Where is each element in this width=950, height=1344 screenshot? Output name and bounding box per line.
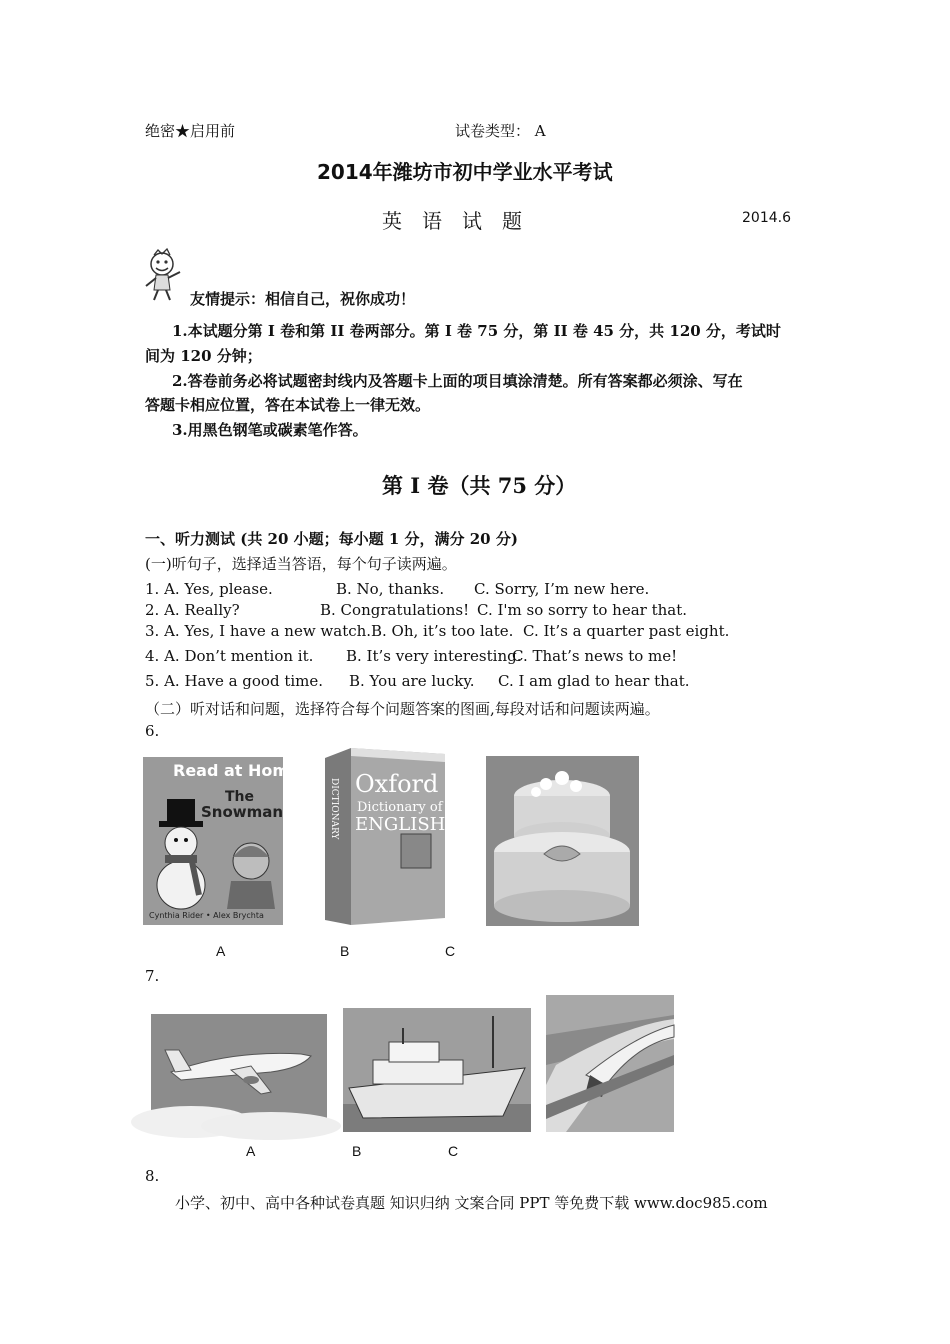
part1-title: 一、听力测试 (共 20 小题；每小题 1 分，满分 20 分)	[145, 530, 518, 548]
q7-label-c: C	[448, 1143, 459, 1159]
q3-option-c: C. It’s a quarter past eight.	[523, 622, 730, 640]
q6-label-c: C	[445, 943, 456, 959]
q7-label-a: A	[246, 1143, 256, 1159]
q4-option-b: B. It’s very interesting.	[346, 647, 522, 665]
snowman-book-image	[143, 757, 300, 925]
tip-2-line2: 答题卡相应位置，答在本试卷上一律无效。	[145, 396, 431, 414]
maglev-train-image	[546, 995, 674, 1132]
book-title-snowman: Snowman	[201, 803, 284, 821]
q3-option-b: B. Oh, it’s too late.	[371, 622, 514, 640]
paper-type-label: 试卷类型： A	[455, 122, 546, 140]
ship-image	[343, 1008, 531, 1132]
cake-illustration-icon	[486, 756, 639, 926]
dictionary-spine-text: DICTIONARY	[329, 778, 339, 840]
q2-option-a: 2. A. Really?	[145, 601, 240, 619]
mascot-icon	[142, 248, 184, 302]
exam-date: 2014.6	[742, 210, 791, 226]
dictionary-word-dictionary: Dictionary of	[357, 800, 443, 815]
airplane-icon	[151, 1014, 327, 1132]
part1a-instruction: (一)听句子，选择适当答语，每个句子读两遍。	[145, 555, 457, 573]
tip-1-line2: 间为 120 分钟；	[145, 347, 262, 365]
tip-3: 3.用黑色钢笔或碳素笔作答。	[172, 421, 368, 439]
book-series-text: Read at Home	[173, 761, 300, 780]
tips-title: 友情提示：相信自己，祝你成功！	[190, 290, 416, 308]
q1-option-a: 1. A. Yes, please.	[145, 580, 273, 598]
q1-option-c: C. Sorry, I’m new here.	[474, 580, 650, 598]
dictionary-word-english: ENGLISH	[355, 814, 446, 835]
ship-icon	[343, 1008, 531, 1132]
q7-number: 7.	[145, 967, 160, 985]
section-title: 第 I 卷（共 75 分）	[382, 473, 577, 498]
q6-number: 6.	[145, 722, 160, 740]
book-title-the: The	[225, 789, 255, 805]
q1-option-b: B. No, thanks.	[336, 580, 445, 598]
confidential-label: 绝密★启用前	[145, 122, 236, 140]
q3-option-a: 3. A. Yes, I have a new watch.	[145, 622, 372, 640]
exam-title: 2014年潍坊市初中学业水平考试	[317, 160, 613, 184]
q5-option-c: C. I am glad to hear that.	[498, 672, 690, 690]
q5-option-b: B. You are lucky.	[349, 672, 475, 690]
snowman-illustration-icon	[147, 795, 279, 909]
q2-option-b: B. Congratulations!	[320, 601, 470, 619]
q5-option-a: 5. A. Have a good time.	[145, 672, 324, 690]
q6-label-a: A	[216, 943, 226, 959]
oxford-dictionary-image	[325, 748, 447, 925]
birthday-cake-image	[486, 756, 639, 926]
subject-title: 英 语 试 题	[382, 209, 522, 233]
q4-option-c: C. That’s news to me!	[512, 647, 678, 665]
train-icon	[546, 995, 674, 1132]
part1b-instruction: （二）听对话和问题，选择符合每个问题答案的图画,每段对话和问题读两遍。	[145, 700, 660, 718]
book-authors: Cynthia Rider • Alex Brychta	[149, 911, 264, 920]
q4-option-a: 4. A. Don’t mention it.	[145, 647, 314, 665]
q2-option-c: C. I'm so sorry to hear that.	[477, 601, 687, 619]
q7-label-b: B	[352, 1143, 362, 1159]
dictionary-word-oxford: Oxford	[355, 770, 439, 798]
q6-label-b: B	[340, 943, 350, 959]
q8-number: 8.	[145, 1167, 160, 1185]
tip-2-line1: 2.答卷前务必将试题密封线内及答题卡上面的项目填涂清楚。所有答案都必须涂、写在	[172, 372, 743, 390]
tip-1-line1: 1.本试题分第 I 卷和第 II 卷两部分。第 I 卷 75 分，第 II 卷 45 分，共 120 分，考试时	[172, 322, 781, 340]
footer-text: 小学、初中、高中各种试卷真题 知识归纳 文案合同 PPT 等免费下载 www.doc985.com	[175, 1194, 768, 1212]
airplane-image	[151, 1014, 327, 1132]
